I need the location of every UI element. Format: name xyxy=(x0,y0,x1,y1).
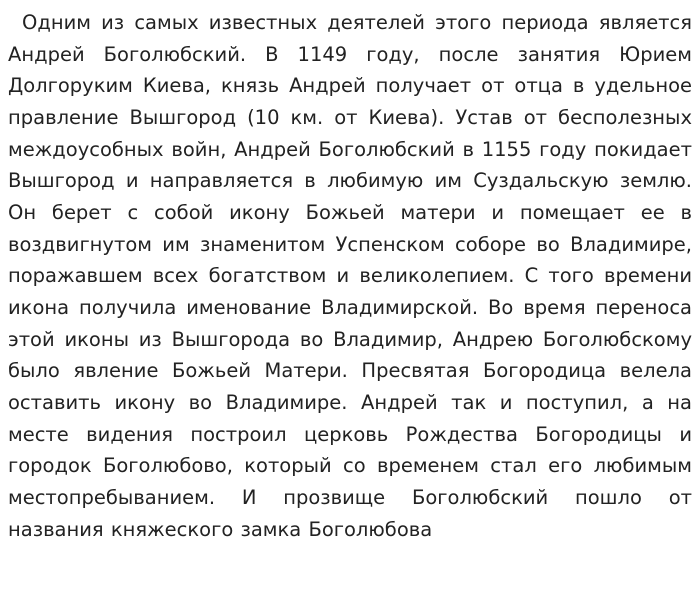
history-paragraph: Одним из самых известных деятелей этого периода является Андрей Боголюбский. В 1149 году, после занятия Юрием Долгоруким Киева, князь Андрей получает от отца в удельное правление Вышгород (10 км. от Киева). Устав от бесполезных междоусобных войн, Андрей Боголюбский в 1155 году покидает Вышгород и направляется в любимую им Суздальскую землю. Он берет с собой икону Божьей матери и помещает ее в воздвигнутом им знаменитом Успенском соборе во Владимире, поражавшем всех богатством и великолепием. С того времени икона получила именование Владимирской. Во время переноса этой иконы из Вышгорода во Владимир, Андрею Боголюбскому было явление Божьей Матери. Пресвятая Богородица велела оставить икону во Владимире. Андрей так и поступил, а на месте видения построил церковь Рождества Богородицы и городок Боголюбово, который со временем стал его любимым местопребыванием. И прозвище Боголюбский пошло от названия княжеского замка Боголюбова xyxy=(8,11,692,541)
